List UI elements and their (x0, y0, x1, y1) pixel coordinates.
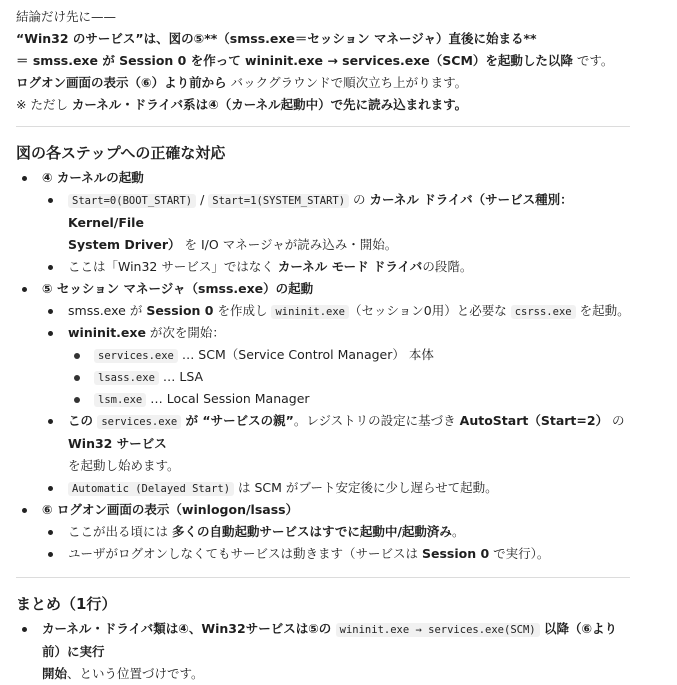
text: ここが出る頃には (68, 524, 172, 539)
step-4-item (16, 167, 632, 189)
bold-text: が “サービスの親” (181, 413, 294, 428)
intro-line-5-prefix: ※ ただし (16, 97, 72, 112)
bold-text: カーネル ドライバ（サービス種別：Kernel/File (68, 192, 573, 230)
bold-text: カーネル・ドライバ類は④、Win32サービスは⑤の (42, 621, 336, 636)
intro-line-5-bold: カーネル・ドライバ系は④（カーネル起動中）で先に読み込まれます。 (71, 97, 468, 112)
text: を起動。 (575, 303, 630, 318)
text: が次を開始： (145, 325, 225, 340)
code-wininit: wininit.exe (271, 305, 349, 319)
text: この (68, 413, 98, 428)
wininit-child-lsass (16, 366, 632, 388)
step-4-detail-b (16, 256, 632, 278)
bold-text: AutoStart（Start=2） (459, 413, 609, 428)
code-lsass: lsass.exe (94, 371, 159, 385)
step-6-item (16, 499, 632, 521)
bold-text: Session 0 (146, 303, 214, 318)
intro-line-4 (16, 72, 632, 94)
text-tail: 。 (451, 524, 465, 539)
chat-response (16, 6, 632, 685)
section-heading-steps: 図の各ステップへの正確な対応 (16, 144, 226, 162)
step-5-item (16, 278, 632, 300)
text: の (608, 413, 625, 428)
step-5-detail-d (16, 477, 632, 499)
section-heading-summary: まとめ（1行） (16, 595, 117, 613)
step-6-label: ⑥ ログオン画面の表示（winlogon/lsass） (42, 502, 299, 517)
bold-text-cont: System Driver） (68, 237, 181, 252)
intro-line-3-bold: ＝ smss.exe が Session 0 を作って wininit.exe → services.exe（SCM）を起動した以降 (16, 53, 573, 68)
sep: / (196, 192, 209, 207)
code-services: services.exe (97, 415, 181, 429)
code-services: services.exe (94, 349, 178, 363)
code-delayed-start: Automatic (Delayed Start) (68, 482, 234, 496)
text: smss.exe が (68, 303, 147, 318)
bold-text: 以降（⑥より前）に実行 (42, 621, 618, 659)
step-5-label: ⑤ セッション マネージャ（smss.exe）の起動 (42, 281, 314, 296)
summary-list (16, 618, 632, 685)
code-boot-start: Start=0(BOOT_START) (68, 194, 196, 208)
wininit-child-lsm (16, 388, 632, 410)
text-cont: を I/O マネージャが読み込み・開始。 (180, 237, 398, 252)
code-system-start: Start=1(SYSTEM_START) (208, 194, 349, 208)
text: を作成し (213, 303, 272, 318)
text: ここは「Win32 サービス」ではなく (68, 259, 278, 274)
divider (16, 126, 630, 127)
text-tail: の段階。 (422, 259, 473, 274)
bold-text: Session 0 (421, 546, 490, 561)
text: 。レジストリの設定に基づき (293, 413, 460, 428)
summary-item (16, 618, 632, 685)
text: … Local Session Manager (146, 391, 310, 406)
step-6-detail-a (16, 521, 632, 543)
bold-text-cont: 開始 (42, 666, 68, 681)
bold-text: 多くの自動起動サービスはすでに起動中/起動済み (171, 524, 452, 539)
intro-line-4-bold: ログオン画面の表示（⑥）より前から (16, 75, 227, 90)
bold-text: カーネル モード ドライバ (277, 259, 423, 274)
step-4-detail-a (16, 189, 632, 256)
text-tail: 、という位置づけです。 (67, 666, 204, 681)
text: （セッション0用）と必要な (349, 303, 511, 318)
text-cont: を起動し始めます。 (68, 458, 180, 473)
intro-line-1: 結論だけ先に—— (16, 9, 117, 24)
intro-line-2: “Win32 のサービス”は、図の⑤**（smss.exe＝セッション マネージャ）直後に始まる** (16, 31, 537, 46)
step-list (16, 167, 632, 565)
text: … SCM（Service Control Manager） 本体 (177, 347, 434, 362)
code-wininit-services: wininit.exe → services.exe(SCM) (336, 623, 540, 637)
bold-text: wininit.exe (68, 325, 146, 340)
text: … LSA (158, 369, 204, 384)
divider (16, 577, 630, 578)
step-5-detail-b (16, 322, 632, 344)
intro-line-5 (16, 94, 632, 116)
step-5-detail-c (16, 410, 632, 477)
bold-text: Win32 サービス (68, 436, 167, 451)
text: ユーザがログオンしなくてもサービスは動きます（サービスは (68, 546, 422, 561)
text: は SCM がブート安定後に少し遅らせて起動。 (234, 480, 498, 495)
wininit-child-services (16, 344, 632, 366)
text: で実行）。 (489, 546, 550, 561)
intro-line-3 (16, 50, 632, 72)
step-6-detail-b (16, 543, 632, 565)
intro-line-3-tail: です。 (572, 53, 614, 68)
intro-line-4-tail: バックグラウンドで順次立ち上がります。 (226, 75, 468, 90)
step-4-label: ④ カーネルの起動 (42, 170, 144, 185)
text: の (349, 192, 370, 207)
code-csrss: csrss.exe (511, 305, 576, 319)
step-5-detail-a (16, 300, 632, 322)
code-lsm: lsm.exe (94, 393, 146, 407)
